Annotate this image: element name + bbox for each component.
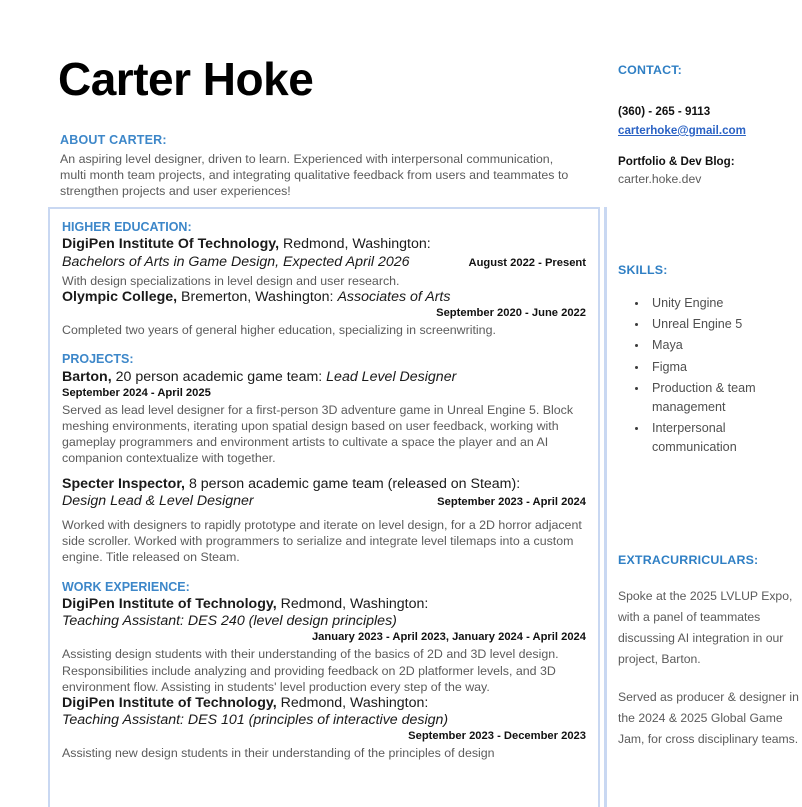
education-location: Redmond, Washington: xyxy=(279,236,431,253)
work-dates: September 2023 - December 2023 xyxy=(408,730,586,743)
project-role: Lead Level Designer xyxy=(326,368,457,385)
work-entry-title xyxy=(62,596,586,613)
skills-heading: SKILLS: xyxy=(618,263,668,277)
project-entry xyxy=(62,369,586,467)
work-org: DigiPen Institute of Technology, xyxy=(62,694,277,711)
contact-email-link[interactable]: carterhoke@gmail.com xyxy=(618,123,746,137)
education-heading: HIGHER EDUCATION: xyxy=(62,220,192,234)
project-role: Design Lead & Level Designer xyxy=(62,492,254,509)
list-item: • Unity Engine xyxy=(648,294,802,313)
education-description: Completed two years of general higher education, specializing in screenwriting. xyxy=(62,323,496,338)
work-dates: January 2023 - April 2023, January 2024 - April 2024 xyxy=(311,631,586,644)
sidebar xyxy=(618,0,802,807)
about-heading: ABOUT CARTER: xyxy=(60,133,167,147)
candidate-name: Carter Hoke xyxy=(58,53,314,105)
about-text: An aspiring level designer, driven to learn. Experienced with interpersonal communication, multi month team projects, and integrating qualitative feedback from users and teammates to strengthen projects and user experiences! xyxy=(60,151,569,198)
education-entry xyxy=(62,289,586,338)
about-section xyxy=(60,133,580,199)
column-divider xyxy=(604,207,607,807)
portfolio-value: carter.hoke.dev xyxy=(618,171,702,186)
project-entry xyxy=(62,476,586,566)
skills-list xyxy=(618,294,802,457)
education-degree: Associates of Arts xyxy=(337,289,451,305)
list-item: • Maya xyxy=(648,336,802,355)
project-detail: 8 person academic game team (released on Steam): xyxy=(185,475,521,492)
work-role: Teaching Assistant: DES 101 (principles of interactive design) xyxy=(62,712,449,729)
extracurriculars-paragraph: Served as producer & designer in the 2024 & 2025 Global Game Jam, for cross disciplinary teams. xyxy=(618,690,799,747)
work-entry xyxy=(62,596,586,695)
contact-heading: CONTACT: xyxy=(618,63,682,77)
work-description: Assisting new design students in their understanding of the principles of design xyxy=(62,746,495,761)
work-location: Redmond, Washington: xyxy=(276,694,429,711)
education-location: Bremerton, Washington: xyxy=(177,289,338,305)
skills-section xyxy=(618,262,802,459)
projects-heading: PROJECTS: xyxy=(62,352,134,367)
contact-section xyxy=(618,62,802,188)
work-heading: WORK EXPERIENCE: xyxy=(62,579,190,594)
portfolio-label: Portfolio & Dev Blog: xyxy=(618,154,735,168)
work-description: Assisting design students with their understanding of the basics of 2D and 3D level design. Responsibilities include analyzing and providing feedback on 2D platformer levels, and 3D environment flow. Assisting in students' level production every step of the way. xyxy=(62,647,559,694)
project-dates: September 2023 - April 2024 xyxy=(437,496,586,509)
project-dates: September 2024 - April 2025 xyxy=(62,387,211,399)
work-org: DigiPen Institute of Technology, xyxy=(62,595,277,612)
project-description: Served as lead level designer for a first-person 3D adventure game in Unreal Engine 5. Block meshing environments, iterating upon spatial design based on user feedback, working with gameplay programmers and environment artists to cultivate a space the player and an AI companion contextualize with together. xyxy=(62,403,574,466)
work-location: Redmond, Washington: xyxy=(276,595,429,612)
education-degree: Bachelors of Arts in Game Design, Expected April 2026 xyxy=(62,253,410,270)
work-role: Teaching Assistant: DES 240 (level design principles) xyxy=(62,613,397,630)
project-detail: 20 person academic game team: xyxy=(111,368,327,385)
extracurriculars-heading: EXTRACURRICULARS: xyxy=(618,553,759,567)
project-entry-title xyxy=(62,369,586,386)
work-entry-title xyxy=(62,695,586,712)
extracurriculars-section xyxy=(618,552,802,750)
education-entry-title xyxy=(62,289,586,306)
experience-frame xyxy=(48,207,600,807)
education-dates: August 2022 - Present xyxy=(468,256,586,269)
work-entry xyxy=(62,695,586,762)
education-org: Olympic College, xyxy=(62,289,178,305)
contact-phone: (360) - 265 - 9113 xyxy=(618,105,711,119)
education-org: DigiPen Institute Of Technology, xyxy=(62,236,280,253)
list-item: • Interpersonal communication xyxy=(648,419,802,457)
project-title: Specter Inspector, xyxy=(62,475,186,492)
project-description: Worked with designers to rapidly prototype and iterate on level design, for a 2D horror adjacent side scroller. Worked with programmers to serialize and integrate level tilemaps into a custom engine. Title released on Steam. xyxy=(62,518,582,565)
education-dates: September 2020 - June 2022 xyxy=(436,307,586,320)
list-item: • Production & team management xyxy=(648,379,802,417)
education-entry xyxy=(62,236,586,289)
project-entry-title xyxy=(62,476,586,493)
education-description: With design specializations in level design and user research. xyxy=(62,273,400,288)
list-item: • Figma xyxy=(648,358,802,377)
project-title: Barton, xyxy=(62,368,112,385)
education-entry-title xyxy=(62,236,458,271)
list-item: • Unreal Engine 5 xyxy=(648,315,802,334)
extracurriculars-paragraph: Spoke at the 2025 LVLUP Expo, with a panel of teammates discussing AI integration in our project, Barton. xyxy=(618,589,793,667)
